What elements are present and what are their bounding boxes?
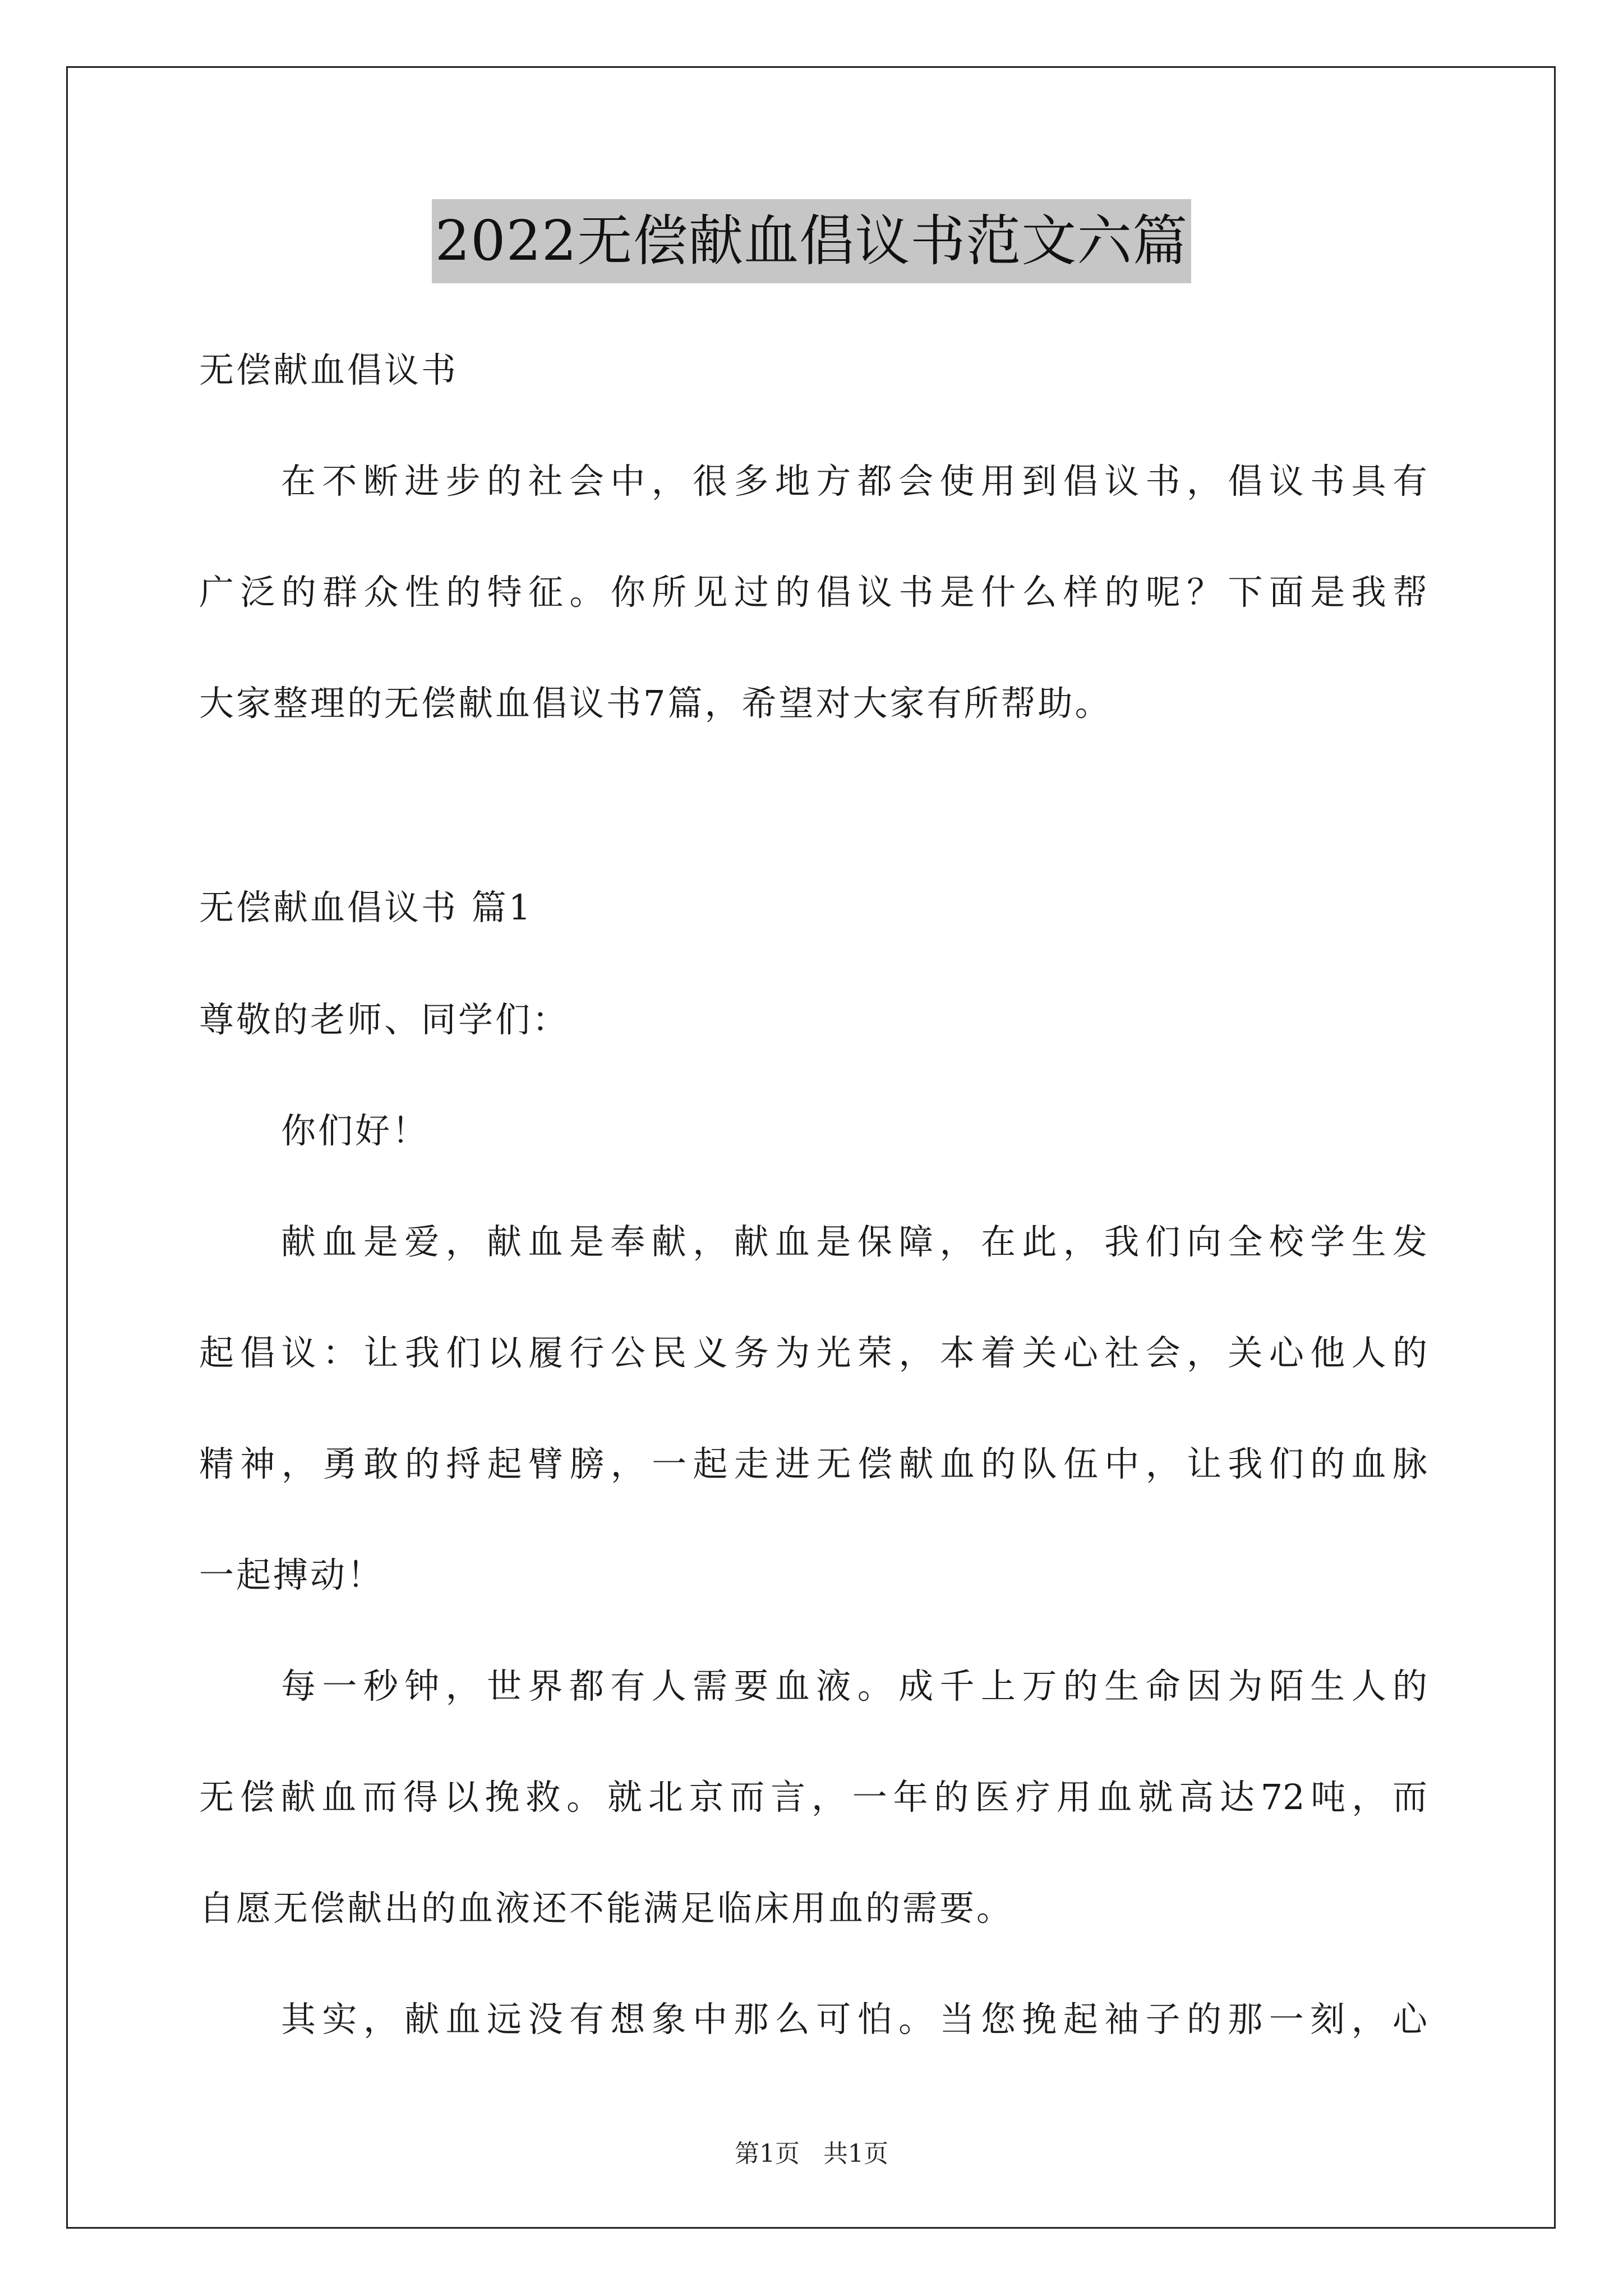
paragraph-line: 广泛的群众性的特征。你所见过的倡议书是什么样的呢？下面是我帮 xyxy=(199,572,1427,613)
document-title: 2022无偿献血倡议书范文六篇 xyxy=(432,199,1191,283)
paragraph-line: 起倡议：让我们以履行公民义务为光荣，本着关心社会，关心他人的 xyxy=(199,1332,1427,1373)
page-footer xyxy=(0,2137,1623,2171)
paragraph-line: 献血是爱，献血是奉献，献血是保障，在此，我们向全校学生发 xyxy=(281,1221,1427,1262)
page-number: 第1页 xyxy=(735,2139,800,2168)
paragraph-line: 其实，献血远没有想象中那么可怕。当您挽起袖子的那一刻，心 xyxy=(281,1999,1427,2040)
title-container xyxy=(0,199,1623,283)
paragraph-line: 一起搏动！ xyxy=(199,1554,385,1595)
paragraph-line: 在不断进步的社会中，很多地方都会使用到倡议书，倡议书具有 xyxy=(281,461,1427,501)
section-heading: 无偿献血倡议书 篇1 xyxy=(199,887,533,928)
section-heading: 无偿献血倡议书 xyxy=(199,349,459,390)
paragraph-line: 无偿献血而得以挽救。就北京而言，一年的医疗用血就高达72吨，而 xyxy=(199,1777,1427,1818)
paragraph-line: 每一秒钟，世界都有人需要血液。成千上万的生命因为陌生人的 xyxy=(281,1665,1427,1706)
paragraph-line: 自愿无偿献出的血液还不能满足临床用血的需要。 xyxy=(199,1888,1014,1929)
page-total: 共1页 xyxy=(823,2139,888,2168)
paragraph-line: 大家整理的无偿献血倡议书7篇，希望对大家有所帮助。 xyxy=(199,683,1112,724)
salutation: 尊敬的老师、同学们： xyxy=(199,999,570,1040)
paragraph-line: 精神，勇敢的捋起臂膀，一起走进无偿献血的队伍中，让我们的血脉 xyxy=(199,1443,1427,1484)
greeting: 你们好！ xyxy=(281,1110,430,1151)
